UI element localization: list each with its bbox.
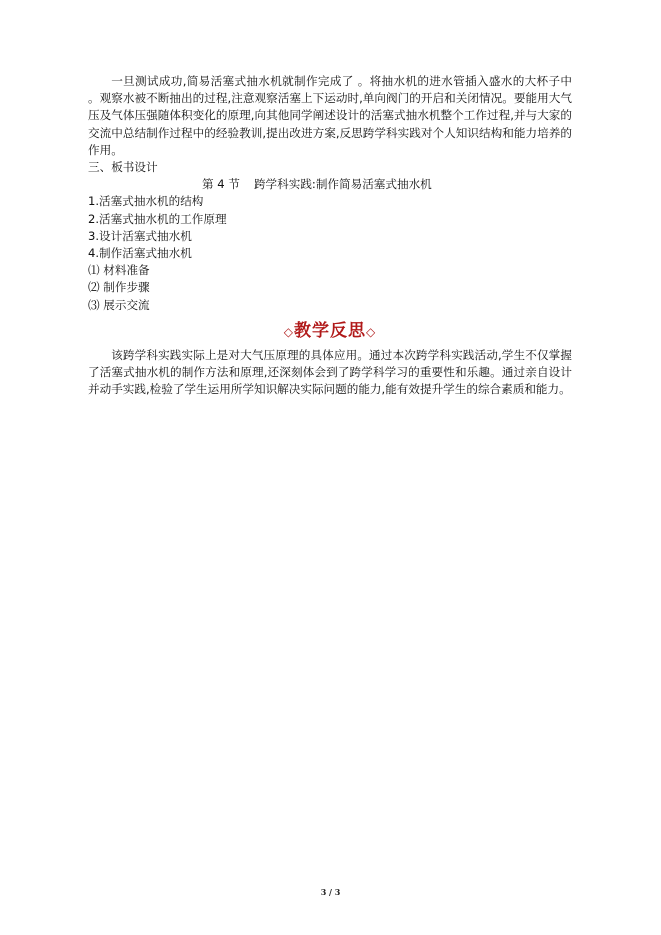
testing-paragraph: 一旦测试成功,简易活塞式抽水机就制作完成了 。将抽水机的进水管插入盛水的大杯子中 。观察水被不断抽出的过程,注意观察活塞上下运动时,单向阀门的开启和关闭情况。要能用大气压及气体压强随体积变化的原理,向其他同学阐述设计的活塞式抽水机整个工作过程,并与大家的交流中总结制作过程中的经验教训,提出改进方案,反思跨学科实践对个人知识结构和能力培养的作用。 (88, 74, 572, 157)
board-item: 1.活塞式抽水机的结构 (88, 194, 204, 209)
section-heading: 三、板书设计 (88, 160, 158, 175)
board-sub-item: ⑶ 展示交流 (88, 297, 150, 312)
board-title-number: 第 4 节 (202, 177, 240, 192)
board-sub-item: ⑵ 制作步骤 (88, 280, 150, 295)
page-content (88, 73, 572, 398)
board-title (88, 176, 572, 193)
board-sub-item: ⑴ 材料准备 (88, 263, 150, 278)
board-title-text: 跨学科实践:制作简易活塞式抽水机 (253, 177, 432, 192)
reflection-title-text: 教学反思 (294, 320, 366, 341)
reflection-title (88, 320, 572, 343)
board-item: 2.活塞式抽水机的工作原理 (88, 211, 227, 226)
diamond-icon: ◇ (366, 324, 377, 339)
board-item: 4.制作活塞式抽水机 (88, 246, 192, 261)
page-number: 3 / 3 (320, 887, 341, 897)
diamond-icon: ◇ (283, 324, 294, 339)
board-item: 3.设计活塞式抽水机 (88, 228, 192, 243)
reflection-paragraph: 该跨学科实践实际上是对大气压原理的具体应用。通过本次跨学科实践活动,学生不仅掌握了活塞式抽水机的制作方法和原理,还深刻体会到了跨学科学习的重要性和乐趣。通过亲自设计并动手实践,检验了学生运用所学知识解决实际问题的能力,能有效提升学生的综合素质和能力。 (88, 347, 572, 397)
